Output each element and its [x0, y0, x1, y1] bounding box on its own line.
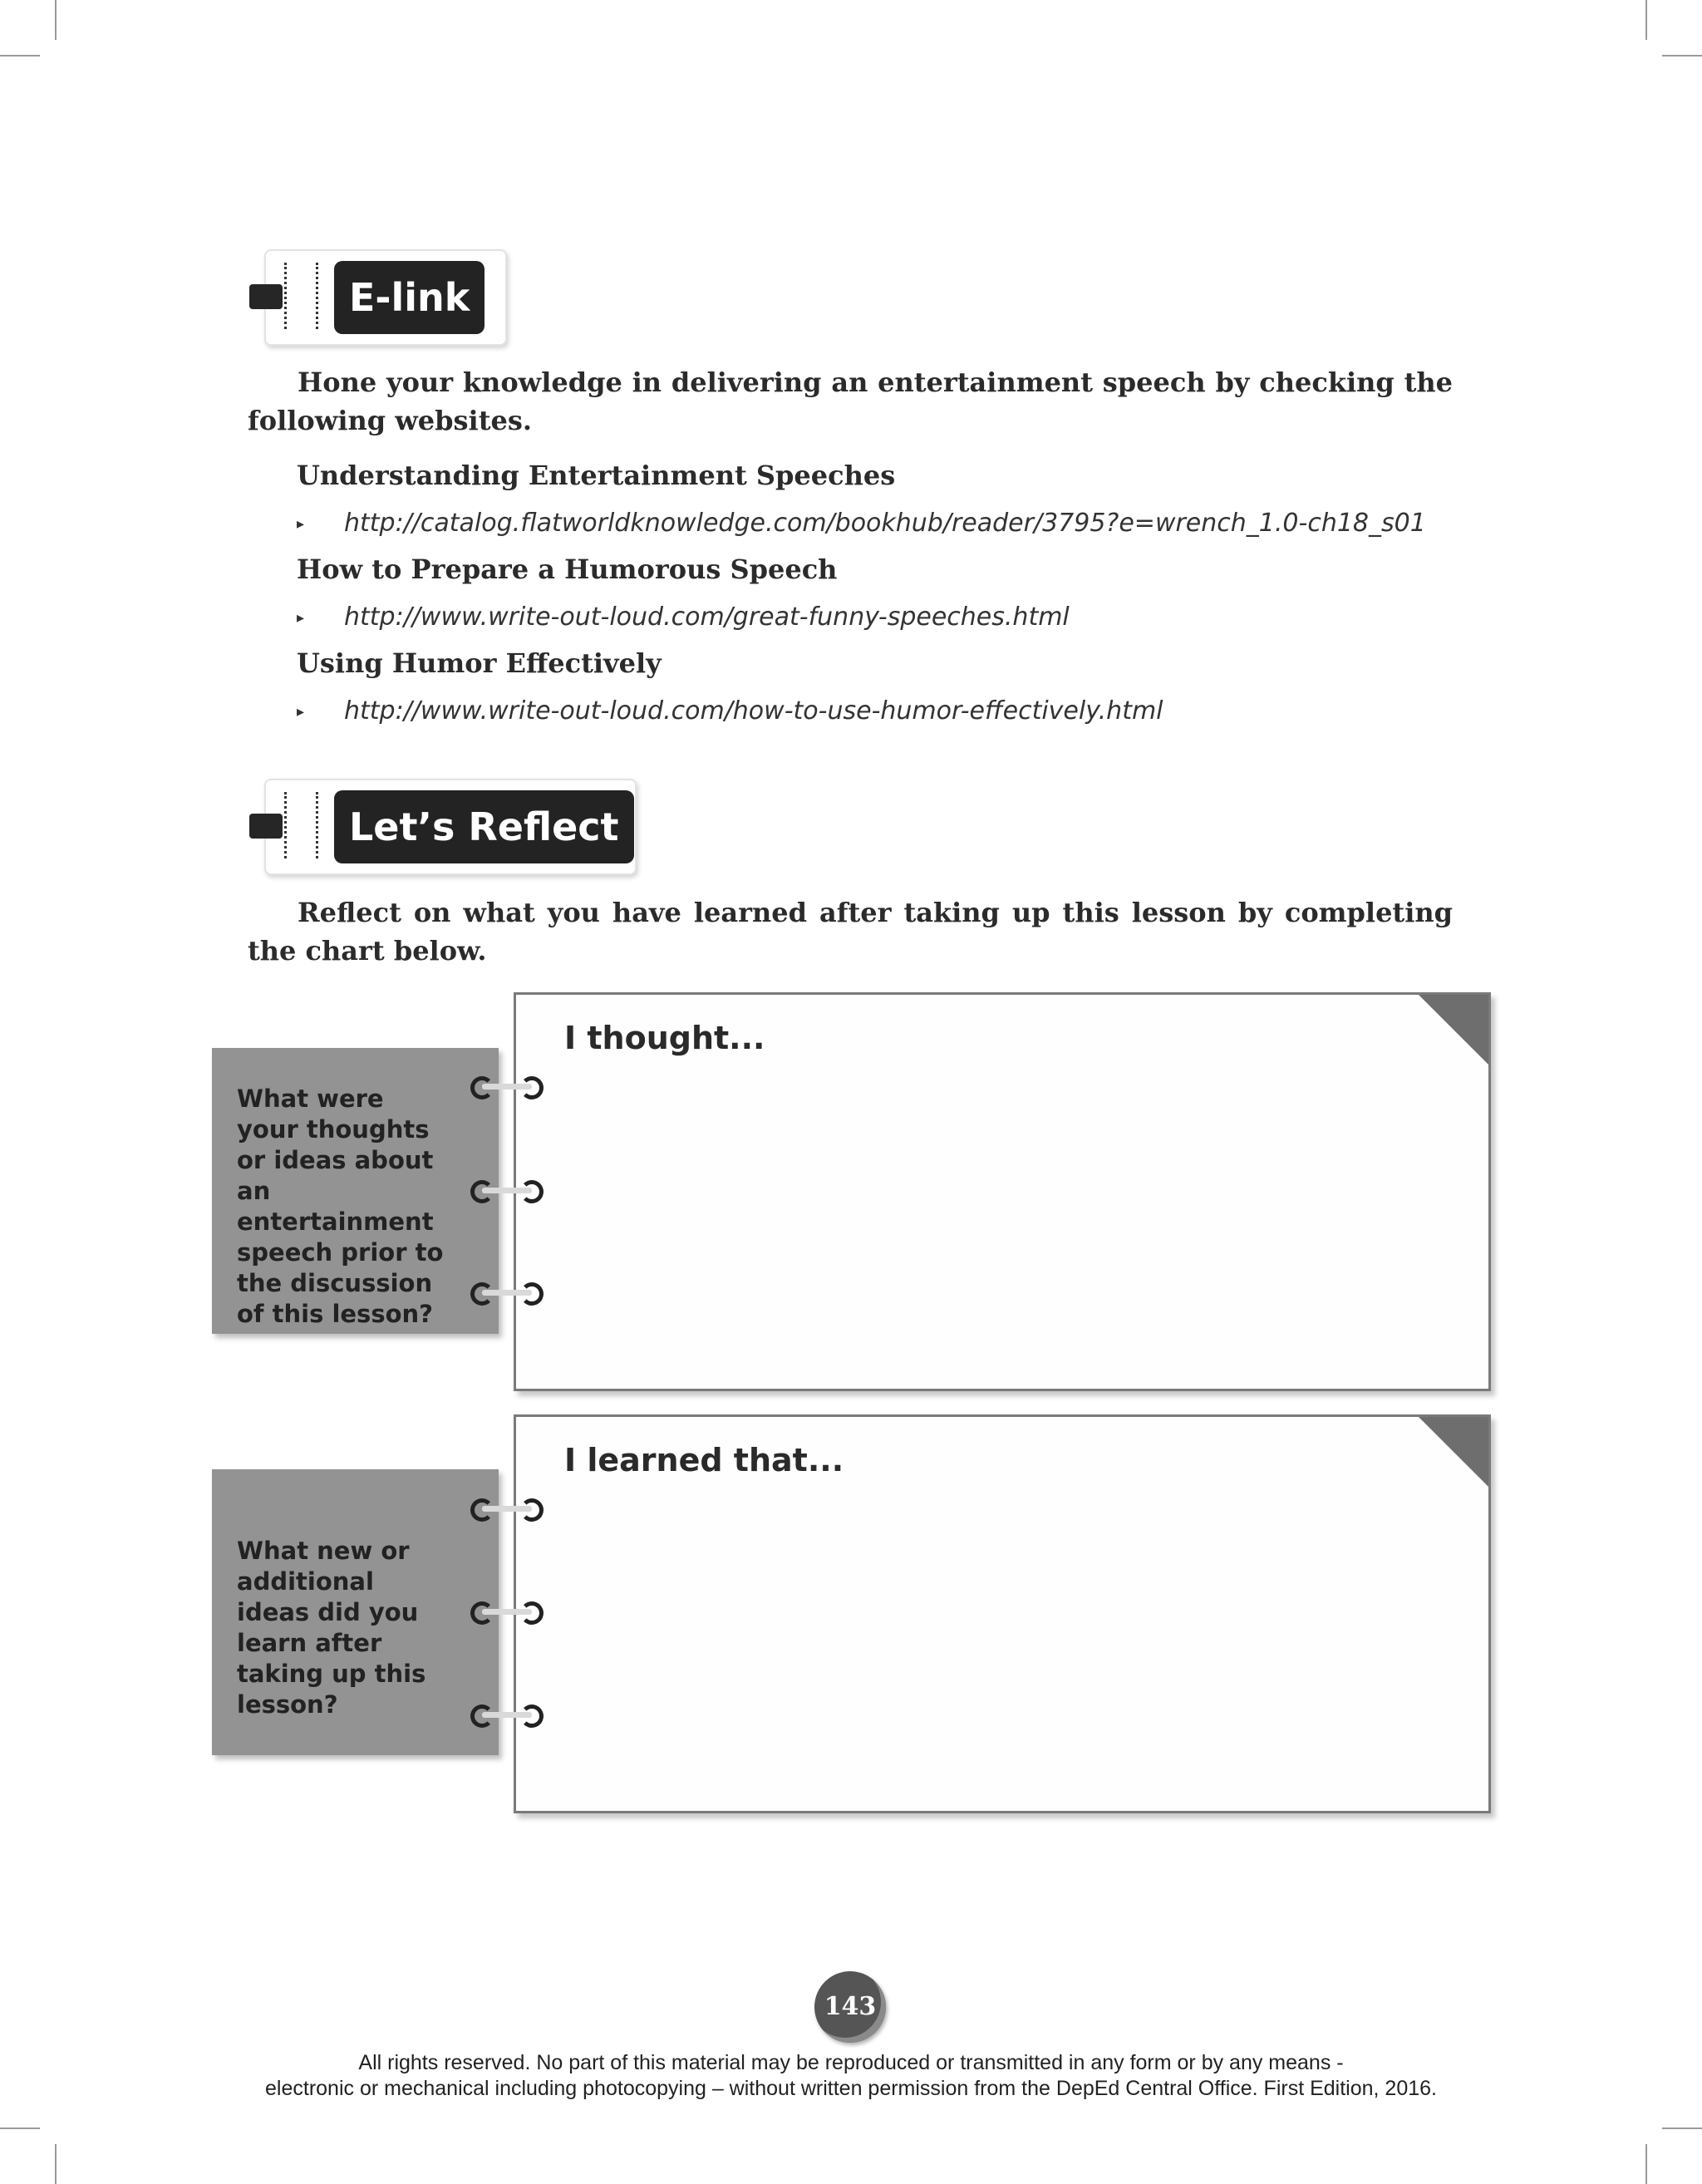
link-url[interactable]: http://catalog.flatworldknowledge.com/bookhub/reader/3795?e=wrench_1.0-ch18_s01	[344, 509, 1426, 538]
binder-ring-icon	[470, 1075, 544, 1099]
question-text: What were your thoughts or ideas about an entertainment speech prior to the discussion of this lesson?	[237, 1085, 444, 1328]
answer-card[interactable]	[514, 992, 1491, 1391]
link-url[interactable]: http://www.write-out-loud.com/how-to-use-humor-effectively.html	[344, 696, 1163, 726]
page-number: 143	[824, 1992, 877, 2021]
crop-mark	[1662, 2127, 1702, 2129]
binder-ring-icon	[470, 1281, 544, 1306]
binder-ring-icon	[470, 1703, 544, 1728]
reflect-tab-label: Let’s Reflect	[334, 790, 634, 863]
page-fold	[1419, 1417, 1488, 1487]
crop-mark	[55, 2144, 57, 2184]
crop-mark	[1645, 0, 1647, 40]
crop-mark	[0, 2127, 40, 2129]
question-box	[212, 1048, 499, 1334]
reflect-intro-text: Reflect on what you have learned after taking up this lesson by completing the chart below.	[248, 897, 1453, 967]
answer-heading: I learned that...	[564, 1442, 844, 1478]
bullet-icon: ▸	[297, 515, 305, 533]
page-number-badge	[814, 1971, 886, 2043]
tab-stitch	[316, 263, 318, 329]
tab-stitch	[284, 792, 287, 858]
link-url[interactable]: http://www.write-out-loud.com/great-funny-speeches.html	[344, 603, 1070, 632]
answer-card[interactable]	[514, 1414, 1491, 1813]
binder-ring-icon	[470, 1600, 544, 1625]
binder-ring-icon	[470, 1497, 544, 1522]
tab-nub	[249, 284, 283, 309]
link-title: How to Prepare a Humorous Speech	[297, 553, 838, 585]
bullet-icon: ▸	[297, 703, 305, 721]
footer-line-2: electronic or mechanical including photocopying – without written permission from the DepEd Central Office. First Edition, 2016.	[265, 2077, 1437, 2100]
tab-stitch	[284, 263, 287, 329]
question-text: What new or additional ideas did you learn after taking up this lesson?	[237, 1537, 426, 1719]
elink-tab	[264, 249, 507, 346]
tab-stitch	[316, 792, 318, 858]
crop-mark	[55, 0, 57, 40]
elink-tab-label: E-link	[334, 261, 485, 334]
link-title: Using Humor Effectively	[297, 647, 662, 679]
question-box	[212, 1469, 499, 1755]
elink-intro-text: Hone your knowledge in delivering an entertainment speech by checking the following websites.	[248, 366, 1453, 436]
tab-nub	[249, 814, 283, 839]
binder-ring-icon	[470, 1178, 544, 1203]
crop-mark	[0, 55, 40, 57]
answer-heading: I thought...	[564, 1020, 765, 1056]
bullet-icon: ▸	[297, 609, 305, 627]
reflect-tab	[264, 779, 637, 875]
crop-mark	[1645, 2144, 1647, 2184]
crop-mark	[1662, 55, 1702, 57]
reflect-intro	[248, 893, 1453, 970]
footer-line-1: All rights reserved. No part of this material may be reproduced or transmitted in any form or by any means -	[358, 2051, 1344, 2074]
elink-intro	[248, 363, 1453, 440]
link-title: Understanding Entertainment Speeches	[297, 460, 896, 491]
page-fold	[1419, 995, 1488, 1065]
